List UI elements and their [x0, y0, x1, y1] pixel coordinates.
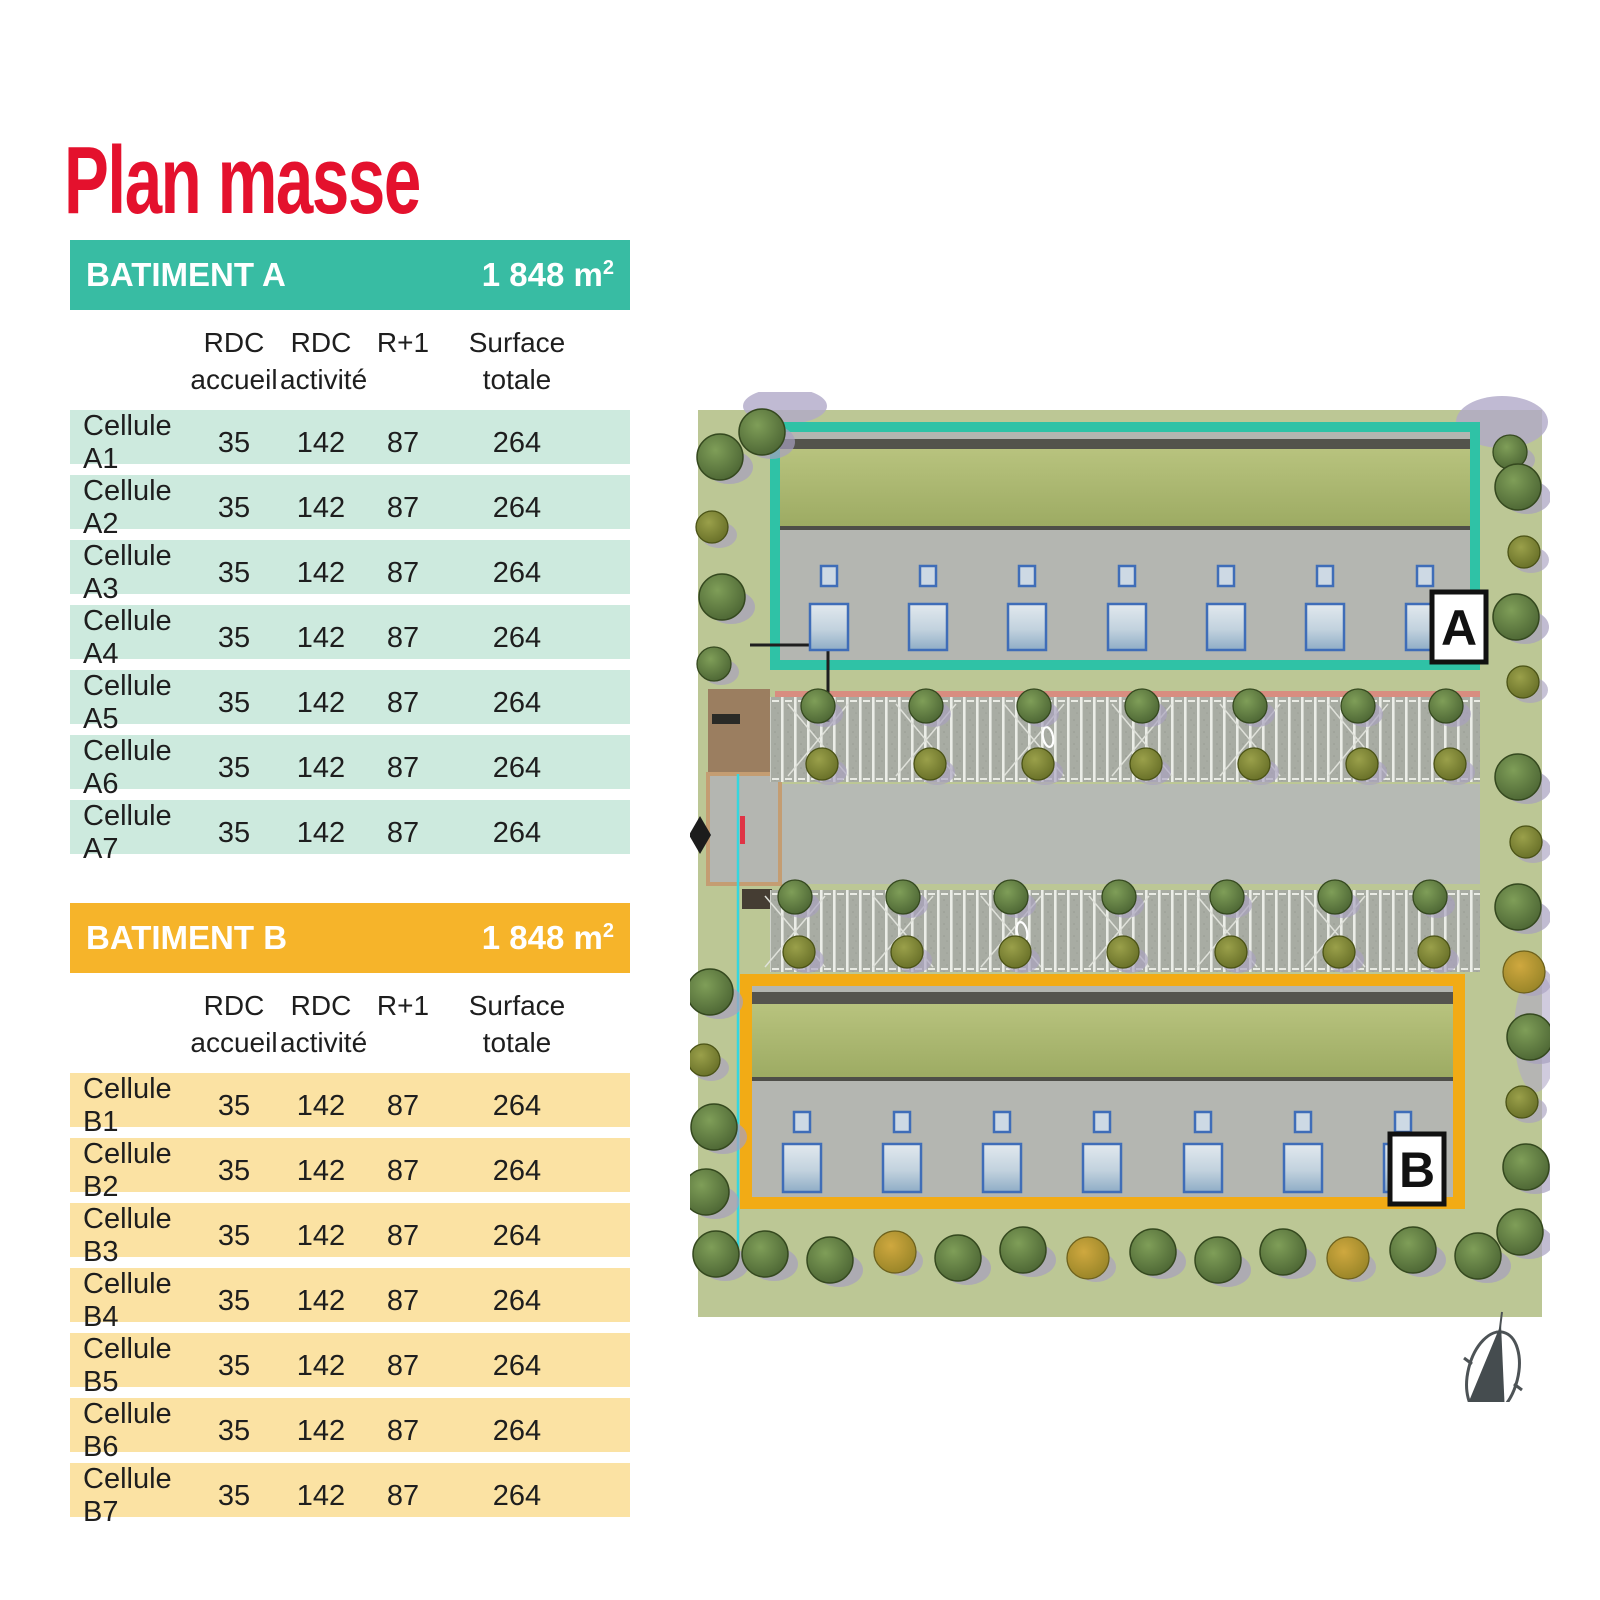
cell-rdc-activite: 142 — [296, 426, 346, 459]
cell-label: Cellule B3 — [83, 1203, 172, 1268]
cell-rdc-activite: 142 — [296, 816, 346, 849]
cell-rdc-activite: 142 — [296, 686, 346, 719]
cell-rdc-accueil: 35 — [217, 1479, 251, 1512]
cell-rdc-activite: 142 — [296, 491, 346, 524]
table-row — [70, 410, 630, 475]
batiment-b-name: BATIMENT B — [86, 919, 288, 956]
cell-surface-totale: 264 — [492, 1479, 542, 1512]
cell-rdc-activite: 142 — [296, 751, 346, 784]
cell-rdc-activite: 142 — [296, 1349, 346, 1382]
col-rdc-activite: RDC activité — [280, 990, 368, 1058]
cell-rdc-activite: 142 — [296, 1219, 346, 1252]
cell-rdc-activite: 142 — [296, 1479, 346, 1512]
table-row — [70, 670, 630, 735]
cell-label: Cellule B5 — [83, 1333, 172, 1398]
cell-r1: 87 — [386, 816, 420, 849]
cell-label: Cellule B7 — [83, 1463, 172, 1528]
cell-r1: 87 — [386, 1349, 420, 1382]
cell-label: Cellule A6 — [83, 735, 172, 800]
cell-surface-totale: 264 — [492, 426, 542, 459]
batiment-a-table — [70, 240, 630, 865]
cell-label: Cellule A3 — [83, 540, 172, 605]
cell-rdc-accueil: 35 — [217, 751, 251, 784]
col-rdc-activite: RDC activité — [280, 327, 368, 395]
cell-r1: 87 — [386, 556, 420, 589]
site-plan — [690, 392, 1550, 1402]
cell-label: Cellule A2 — [83, 475, 172, 540]
cell-rdc-accueil: 35 — [217, 1414, 251, 1447]
cell-label: Cellule B1 — [83, 1073, 172, 1138]
col-r1: R+1 — [376, 990, 430, 1021]
cell-rdc-accueil: 35 — [217, 1349, 251, 1382]
cell-surface-totale: 264 — [492, 1349, 542, 1382]
central-road — [738, 784, 1480, 884]
cell-r1: 87 — [386, 1154, 420, 1187]
cell-rdc-accueil: 35 — [217, 816, 251, 849]
cell-rdc-accueil: 35 — [217, 426, 251, 459]
cell-r1: 87 — [386, 1479, 420, 1512]
cell-rdc-activite: 142 — [296, 556, 346, 589]
cell-rdc-activite: 142 — [296, 1284, 346, 1317]
building-b-label — [1390, 1134, 1444, 1204]
cell-rdc-activite: 142 — [296, 1154, 346, 1187]
svg-text:B: B — [1398, 1142, 1436, 1198]
cell-surface-totale: 264 — [492, 1154, 542, 1187]
cell-r1: 87 — [386, 1414, 420, 1447]
cell-surface-totale: 264 — [492, 1089, 542, 1122]
batiment-b-header — [70, 903, 630, 973]
col-surface-totale: Surface totale — [468, 327, 566, 395]
page-title: Plan masse — [64, 127, 420, 235]
cell-r1: 87 — [386, 426, 420, 459]
cell-surface-totale: 264 — [492, 556, 542, 589]
cell-label: Cellule B2 — [83, 1138, 172, 1203]
cell-rdc-accueil: 35 — [217, 1284, 251, 1317]
cell-surface-totale: 264 — [492, 686, 542, 719]
table-row — [70, 1268, 630, 1333]
cell-r1: 87 — [386, 491, 420, 524]
batiment-b-table — [70, 903, 630, 1528]
cell-label: Cellule A5 — [83, 670, 172, 735]
batiment-a-name: BATIMENT A — [86, 256, 286, 293]
table-row — [70, 1333, 630, 1398]
table-row — [70, 475, 630, 540]
cell-surface-totale: 264 — [492, 491, 542, 524]
cell-r1: 87 — [386, 751, 420, 784]
batiment-a-header — [70, 240, 630, 310]
cell-label: Cellule A1 — [83, 410, 172, 475]
col-r1: R+1 — [376, 327, 430, 358]
cell-r1: 87 — [386, 621, 420, 654]
table-row — [70, 735, 630, 800]
col-rdc-accueil: RDC accueil — [190, 327, 278, 395]
cell-label: Cellule A4 — [83, 605, 172, 670]
table-row — [70, 1398, 630, 1463]
cell-r1: 87 — [386, 686, 420, 719]
table-row — [70, 1463, 630, 1528]
cell-label: Cellule B6 — [83, 1398, 172, 1463]
building-b — [740, 974, 1465, 1209]
cell-rdc-activite: 142 — [296, 1089, 346, 1122]
cell-label: Cellule B4 — [83, 1268, 172, 1333]
cell-rdc-accueil: 35 — [217, 491, 251, 524]
batiment-a-column-headers — [70, 310, 630, 410]
cell-surface-totale: 264 — [492, 816, 542, 849]
cell-r1: 87 — [386, 1219, 420, 1252]
cell-r1: 87 — [386, 1089, 420, 1122]
batiment-b-area: 1 848 $m^2$ — [481, 919, 614, 956]
batiment-a-rows — [70, 410, 630, 865]
cell-label: Cellule A7 — [83, 800, 172, 865]
cell-rdc-accueil: 35 — [217, 1219, 251, 1252]
cell-surface-totale: 264 — [492, 1284, 542, 1317]
col-rdc-accueil: RDC accueil — [190, 990, 278, 1058]
cell-surface-totale: 264 — [492, 1219, 542, 1252]
batiment-b-rows — [70, 1073, 630, 1528]
cell-rdc-accueil: 35 — [217, 1089, 251, 1122]
table-row — [70, 605, 630, 670]
building-a-label — [1432, 592, 1486, 662]
cell-surface-totale: 264 — [492, 1414, 542, 1447]
svg-text:A: A — [1440, 600, 1478, 656]
col-surface-totale: Surface totale — [468, 990, 566, 1058]
cell-r1: 87 — [386, 1284, 420, 1317]
table-row — [70, 800, 630, 865]
batiment-a-area: 1 848 $m^2$ — [481, 256, 614, 293]
table-row — [70, 1138, 630, 1203]
cell-rdc-accueil: 35 — [217, 686, 251, 719]
cell-rdc-accueil: 35 — [217, 1154, 251, 1187]
table-row — [70, 1073, 630, 1138]
compass-north-icon — [1458, 1312, 1527, 1402]
table-row — [70, 540, 630, 605]
cell-rdc-accueil: 35 — [217, 556, 251, 589]
cell-rdc-activite: 142 — [296, 1414, 346, 1447]
cell-surface-totale: 264 — [492, 621, 542, 654]
cell-surface-totale: 264 — [492, 751, 542, 784]
cell-rdc-activite: 142 — [296, 621, 346, 654]
batiment-b-column-headers — [70, 973, 630, 1073]
cell-rdc-accueil: 35 — [217, 621, 251, 654]
table-row — [70, 1203, 630, 1268]
